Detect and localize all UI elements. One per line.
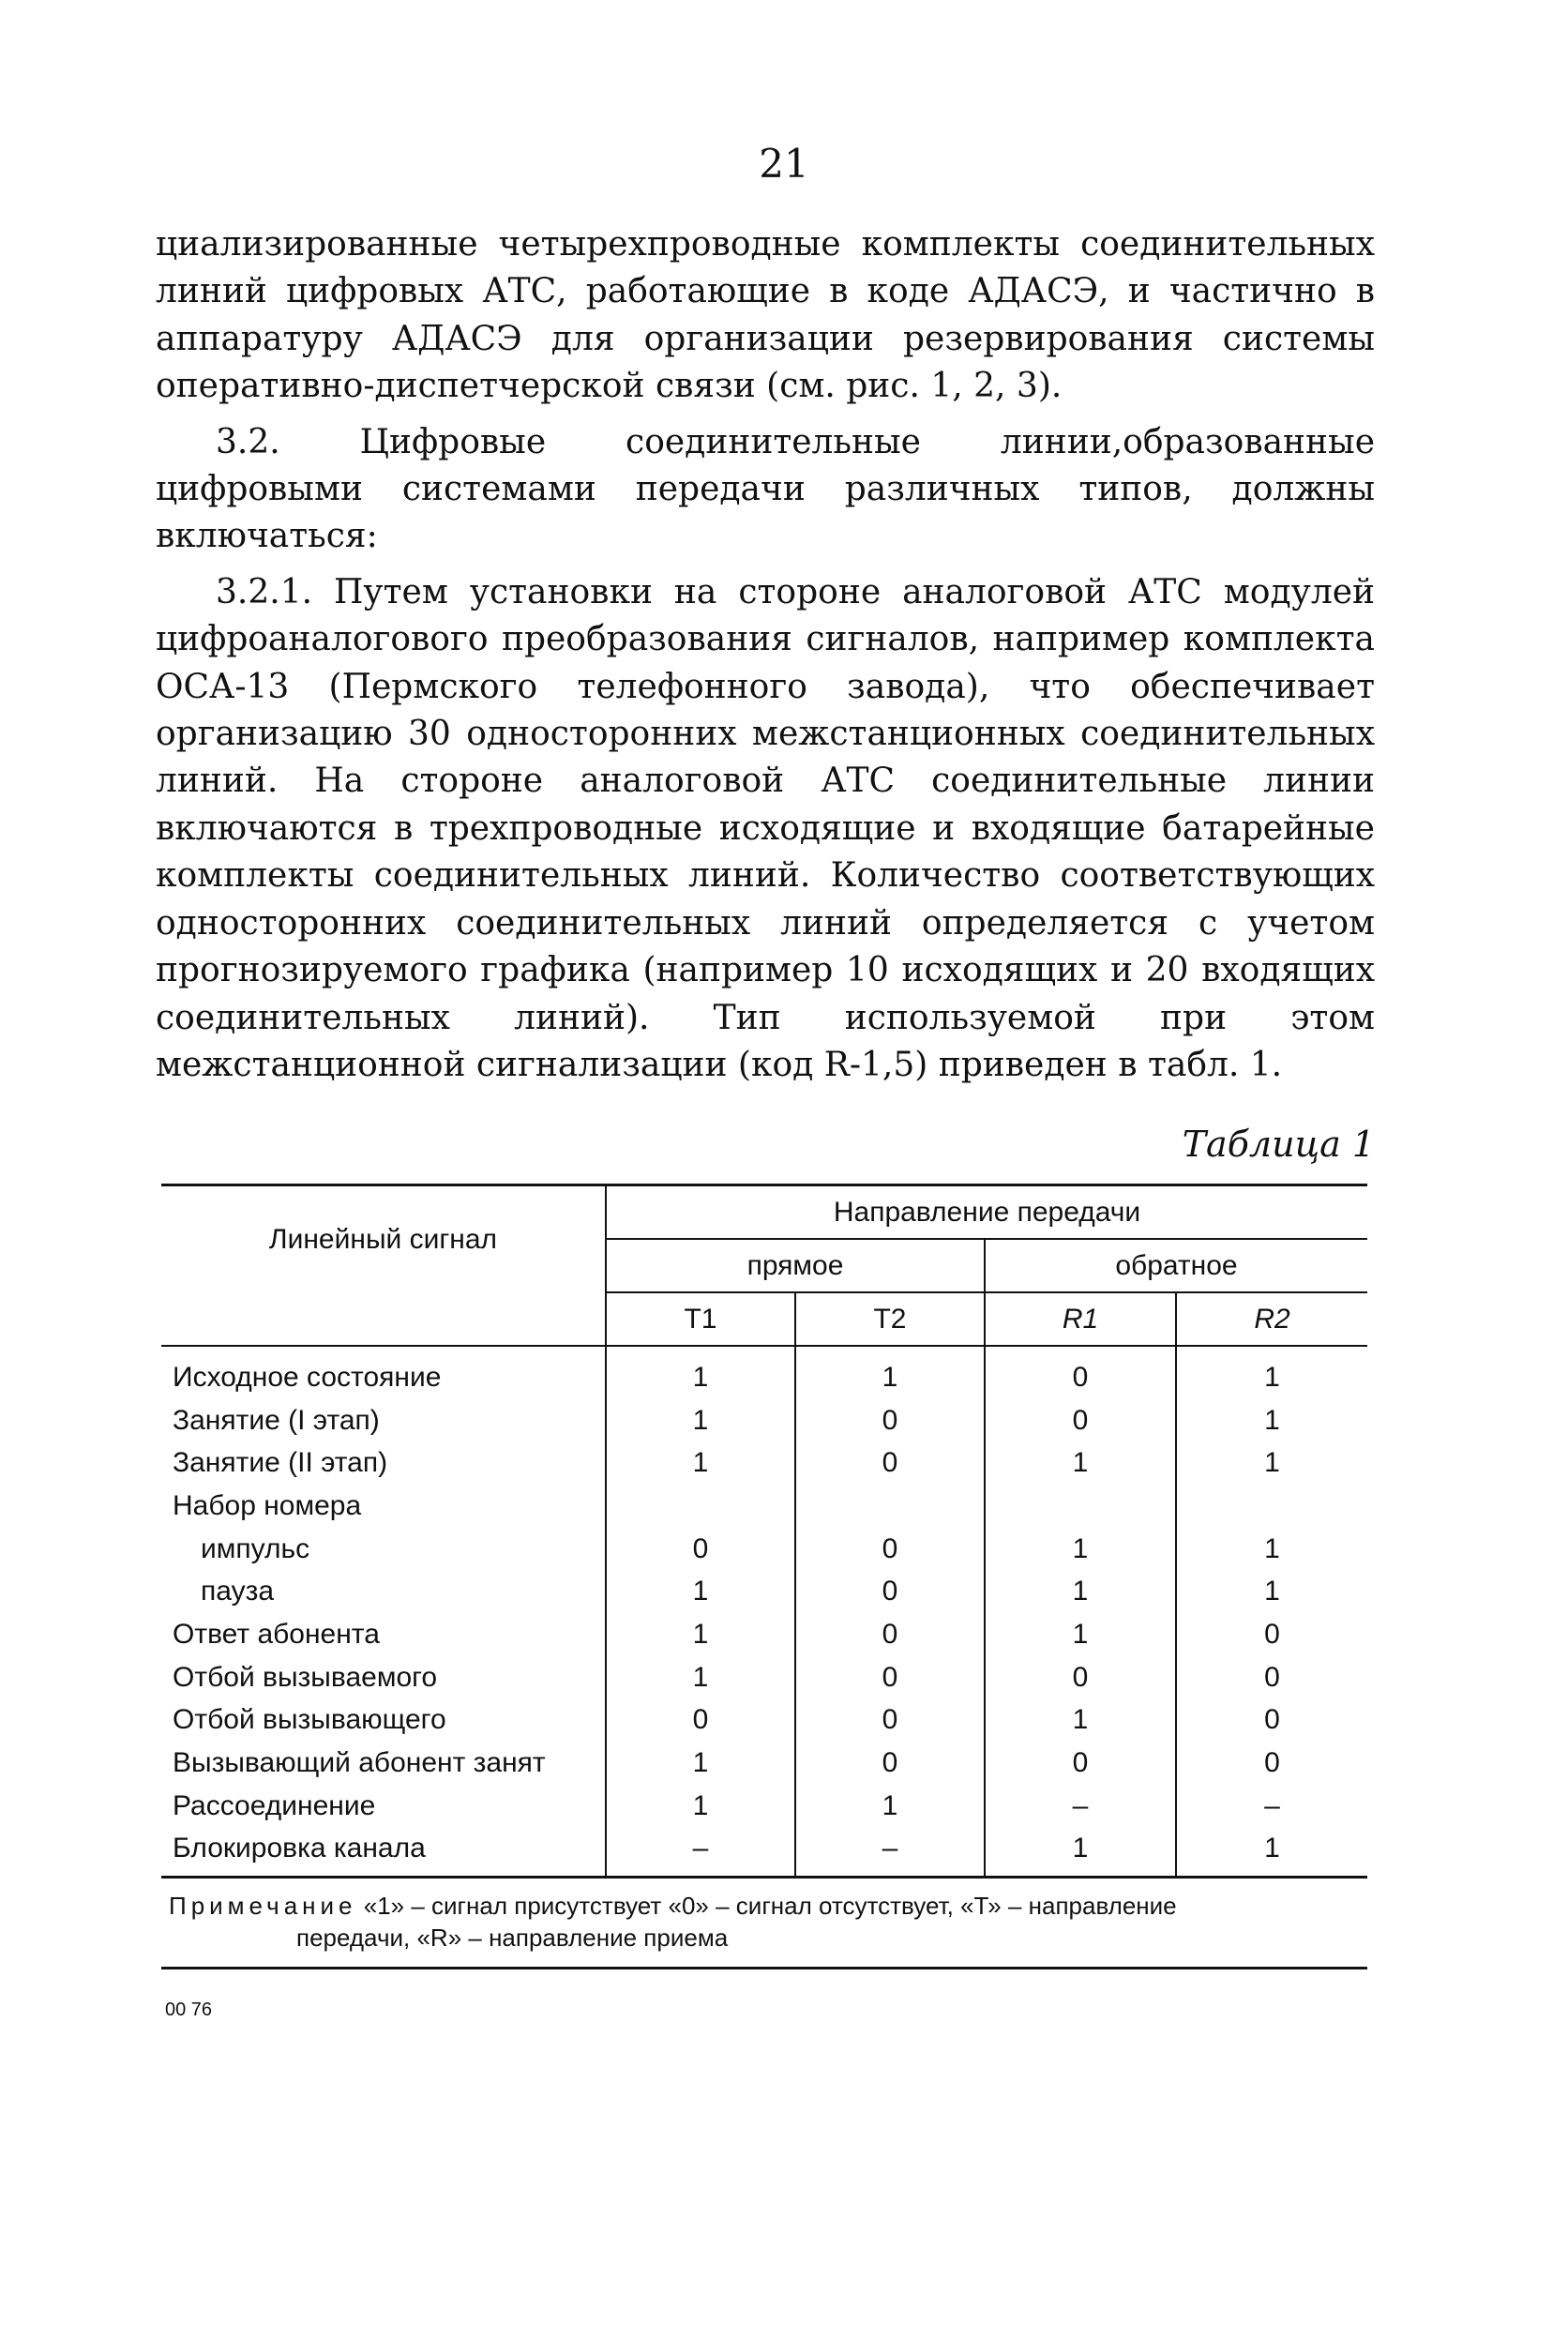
header-forward: прямое xyxy=(606,1239,985,1292)
row-signal-name: Ответ абонента xyxy=(173,1618,380,1650)
row-value-t2 xyxy=(795,1485,985,1528)
row-signal-name: Занятие (II этап) xyxy=(173,1447,388,1479)
row-value-t2: 0 xyxy=(795,1613,985,1656)
row-value-r1: 1 xyxy=(985,1528,1176,1571)
row-value-t1 xyxy=(606,1485,795,1528)
row-signal-name: Исходное состояние xyxy=(173,1361,442,1393)
table-row xyxy=(161,1785,1367,1828)
row-value-r1: – xyxy=(985,1785,1176,1828)
row-value-t1: 1 xyxy=(606,1399,795,1442)
row-value-t1: 1 xyxy=(606,1570,795,1613)
row-value-r2: 0 xyxy=(1176,1742,1367,1785)
signal-table xyxy=(161,1184,1367,1879)
row-signal-name: Занятие (I этап) xyxy=(173,1404,380,1436)
row-value-r1: 0 xyxy=(985,1399,1176,1442)
table-row xyxy=(161,1656,1367,1699)
table-row xyxy=(161,1528,1367,1571)
row-value-r2: 1 xyxy=(1176,1346,1367,1399)
paragraph-3-2: 3.2. Цифровые соединительные линии,образованные цифровыми системами передачи различных типов, должны включаться: xyxy=(156,422,1375,556)
row-value-t2: 0 xyxy=(795,1699,985,1743)
row-value-t1: 1 xyxy=(606,1346,795,1399)
row-value-t1: 1 xyxy=(606,1441,795,1485)
row-value-r2: 1 xyxy=(1176,1828,1367,1878)
header-col-r1: R1 xyxy=(985,1292,1176,1346)
row-signal-name: пауза xyxy=(201,1576,275,1607)
row-value-r2: 1 xyxy=(1176,1441,1367,1485)
table-row xyxy=(161,1828,1367,1878)
row-signal-name: Вызывающий абонент занят xyxy=(173,1747,546,1779)
header-empty-cell xyxy=(161,1292,606,1346)
paragraph-continuation: циализированные четырехпроводные комплекты соединительных линий цифровых АТС, работающие в коде АДАСЭ, и частично в аппаратуру АДАСЭ для организации резервирования системы оперативно-диспетчерской связи (см. рис. 1, 2, 3). xyxy=(156,225,1375,406)
page-number: 21 xyxy=(759,141,809,187)
header-linear-signal: Линейный сигнал xyxy=(161,1185,606,1293)
row-value-t2: 0 xyxy=(795,1656,985,1699)
row-value-r2: 1 xyxy=(1176,1399,1367,1442)
header-col-t2: Т2 xyxy=(795,1292,985,1346)
table-row xyxy=(161,1613,1367,1656)
header-col-t1: Т1 xyxy=(606,1292,795,1346)
row-value-r1: 1 xyxy=(985,1441,1176,1485)
row-signal-name: импульс xyxy=(201,1532,310,1564)
row-value-t2: 1 xyxy=(795,1785,985,1828)
row-value-r1: 1 xyxy=(985,1699,1176,1743)
body-text xyxy=(156,221,1375,1089)
row-value-r1: 1 xyxy=(985,1828,1176,1878)
row-value-t1: 1 xyxy=(606,1742,795,1785)
row-value-t2: 0 xyxy=(795,1742,985,1785)
row-value-r1 xyxy=(985,1485,1176,1528)
table-row xyxy=(161,1346,1367,1399)
row-value-r2: 1 xyxy=(1176,1570,1367,1613)
row-signal-name: Набор номера xyxy=(173,1489,362,1521)
row-value-r2: – xyxy=(1176,1785,1367,1828)
row-signal-name: Блокировка канала xyxy=(161,1828,606,1878)
table-container xyxy=(161,1184,1367,1969)
row-value-t2: 0 xyxy=(795,1528,985,1571)
table-row xyxy=(161,1485,1367,1528)
row-value-t1: 0 xyxy=(606,1699,795,1743)
header-backward: обратное xyxy=(985,1239,1367,1292)
table-caption: Таблица 1 xyxy=(1182,1124,1375,1165)
header-direction: Направление передачи xyxy=(606,1185,1367,1240)
table-row xyxy=(161,1699,1367,1743)
table-note-label: Примечание xyxy=(169,1892,357,1921)
table-header-row-1 xyxy=(161,1185,1367,1240)
row-value-r2: 1 xyxy=(1176,1528,1367,1571)
row-signal-name: Рассоединение xyxy=(173,1789,376,1821)
row-value-t1: 1 xyxy=(606,1785,795,1828)
row-value-t2: 0 xyxy=(795,1441,985,1485)
table-note-text-1: «1» – сигнал присутствует «0» – сигнал отсутствует, «Т» – направление xyxy=(363,1892,1177,1921)
row-value-r2 xyxy=(1176,1485,1367,1528)
row-value-t1: 0 xyxy=(606,1528,795,1571)
row-value-r2: 0 xyxy=(1176,1613,1367,1656)
table-body xyxy=(161,1346,1367,1878)
row-value-r1: 0 xyxy=(985,1742,1176,1785)
table-header-row-3 xyxy=(161,1292,1367,1346)
footer-code: 00 76 xyxy=(165,1999,213,2020)
paragraph-3-2-1: 3.2.1. Путем установки на стороне аналоговой АТС модулей цифроаналогового преобразования сигналов, например комплекта ОСА-13 (Пермского телефонного завода), что обеспечивает организацию 30 односторонних межстанционных соединительных линий. На стороне аналоговой АТС соединительные линии включаются в трехпроводные исходящие и входящие батарейные комплекты соединительных линий. Количество соответствующих односторонних соединительных линий определяется с учетом прогнозируемого графика (например 10 исходящих и 20 входящих соединительных линий). Тип используемой при этом межстанционной сигнализации (код R-1,5) приведен в табл. 1. xyxy=(156,572,1375,1084)
row-value-t1: – xyxy=(606,1828,795,1878)
table-note-text-2: передачи, «R» – направление приема xyxy=(296,1924,729,1953)
table-note xyxy=(161,1879,1367,1969)
row-signal-name: Отбой вызывающего xyxy=(173,1704,446,1736)
row-value-t2: 0 xyxy=(795,1399,985,1442)
row-value-r1: 0 xyxy=(985,1346,1176,1399)
table-note-line-1 xyxy=(169,1890,1360,1922)
table-row xyxy=(161,1742,1367,1785)
row-value-t1: 1 xyxy=(606,1613,795,1656)
row-value-t2: – xyxy=(795,1828,985,1878)
table-row xyxy=(161,1441,1367,1485)
row-value-t1: 1 xyxy=(606,1656,795,1699)
header-col-r2: R2 xyxy=(1176,1292,1367,1346)
table-row xyxy=(161,1399,1367,1442)
row-value-t2: 0 xyxy=(795,1570,985,1613)
row-value-r2: 0 xyxy=(1176,1699,1367,1743)
row-value-r1: 0 xyxy=(985,1656,1176,1699)
row-value-r2: 0 xyxy=(1176,1656,1367,1699)
table-row xyxy=(161,1570,1367,1613)
row-value-r1: 1 xyxy=(985,1570,1176,1613)
row-value-r1: 1 xyxy=(985,1613,1176,1656)
row-signal-name: Отбой вызываемого xyxy=(173,1661,438,1693)
row-value-t2: 1 xyxy=(795,1346,985,1399)
